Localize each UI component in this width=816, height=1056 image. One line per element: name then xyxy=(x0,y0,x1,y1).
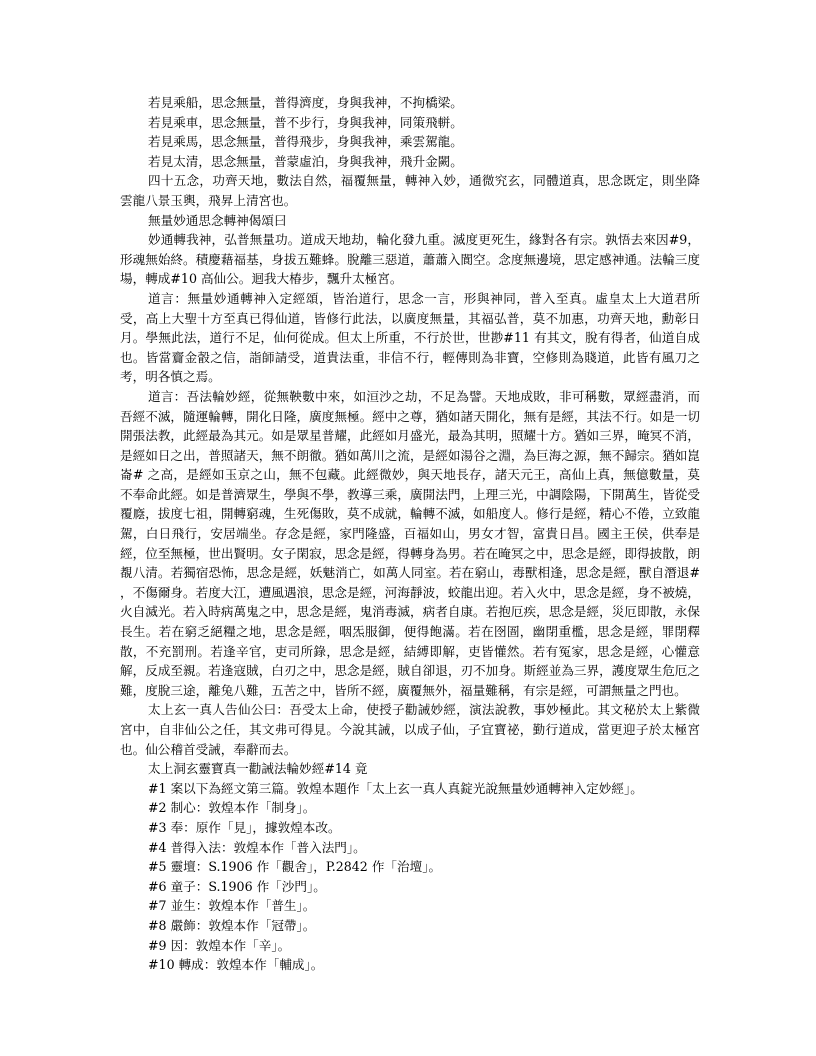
body-paragraph: 道言：無量妙通轉神入定經頌，皆治道行，思念一言，形與神同，普入至真。虛皇太上大道君所受，高上大聖十方至真已得仙道，皆修行此法，以廣度無量，其福弘普，莫不加惠，功齊天地，勳彰日月。學無此法，道行不足，仙何從成。但太上所重，不行於世，世尠#11 有其文，脫有得者，仙道自成也。皆當齎金瞉之信，詣師請受，道貴法重，非信不行，輕傳則為非寶，空修則為賤道，此皆有風刀之考，明各慎之焉。 xyxy=(120,290,700,385)
footnote: #10 轉成：敦煌本作「輔成」。 xyxy=(148,957,324,973)
verse-line: 若見乘船，思念無量，普得濟度，身與我神，不拘橋梁。 xyxy=(148,95,463,110)
verse-line: 若見乘車，思念無量，普不步行，身與我神，同策飛軿。 xyxy=(148,114,463,130)
verse-line: 若見乘馬，思念無量，普得飛步，身與我神，乘雲駕龍。 xyxy=(148,134,463,150)
footnote: #2 制心：敦煌本作「制身」。 xyxy=(148,800,316,816)
footnote: #3 奉：原作「見」，據敦煌本改。 xyxy=(148,819,341,835)
document-page xyxy=(120,93,700,975)
verse-line: 若見太清，思念無量，普蒙虛泊，身與我神，飛升金闕。 xyxy=(148,153,463,169)
footnote: #7 並生：敦煌本作「普生」。 xyxy=(148,898,316,914)
footnote: #5 靈壇：S.1906 作「觀舍」，P.2842 作「治壇」。 xyxy=(148,859,442,875)
footnote: #9 因：敦煌本作「辛」。 xyxy=(148,937,291,953)
scripture-title-end: 太上洞玄靈寶真一勸誡法輪妙經#14 竟 xyxy=(148,761,368,777)
footnote: #8 嚴飾：敦煌本作「冠帶」。 xyxy=(148,917,316,933)
footnote: #4 普得入法：敦煌本作「普入法門」。 xyxy=(148,839,366,855)
body-paragraph: 太上玄一真人告仙公曰：吾受太上命，使授子勸誡妙經，演法說教，事妙極此。其文秘於太上紫微宮中，自非仙公之任，其文弗可得見。今說其誡，以成子仙，子宜寶祕，勤行道成，當更迎子於太極宮也。仙公稽首受誡，奉辭而去。 xyxy=(120,702,700,757)
body-paragraph: 妙通轉我神，弘普無量功。道成天地劫，輪化發九重。滅度更死生，緣對各有宗。孰悟去來因#9，形魂無始終。積慶藉福基，身拔五難蜂。脫離三惡道，蕭蕭入閬空。念度無邊境，思定感神通。法輪三度場，轉成#10 高仙公。迴我大椿步，飄升太極宮。 xyxy=(120,232,700,287)
footnote: #6 童子：S.1906 作「沙門」。 xyxy=(148,878,326,894)
body-paragraph: 道言：吾法輪妙經，從無鞅數中來，如洹沙之劫，不足為譬。天地成敗，非可稱數，眾經盡消，而吾經不滅，隨運輪轉，開化日隆，廣度無極。經中之尊，猶如諸天開化，無有是經，其法不行。如是一切開張法教，此經最為其元。如是眾星普耀，此經如月盛光，最為其明，照耀十方。猶如三界，晻冥不消，是經如日之出，普照諸天，無不朗徹。猶如萬川之流，是經如湯谷之淵，為巨海之源，無不歸宗。猶如崑崙# 之高，是經如玉京之山，無不包藏。此經微妙，與天地長存，諸天元王，高仙上真，無億數量，莫不奉命此經。如是普濟眾生，學與不學，教導三乘，廣開法門，上理三光，中調陰陽，下開萬生，皆從受覆廕，拔度七祖，開轉窮魂，生死傷敗，莫不成就，輪轉不滅，如船度人。修行是經，精心不倦，立致龍駕，白日飛行，安居端坐。存念是經，家門隆盛，百福如山，男女才智，富貴日昌。國主王侯，供奉是經，位至無極，世出賢明。女子閑寂，思念是經，得轉身為男。若在晻冥之中，思念是經，即得披散，朗覩八清。若獨宿恐怖，思念是經，妖魅消亡，如萬人同室。若在窮山，毒獸相逢，思念是經，獸自潛退# ，不傷爾身。若度大江，遭風遇浪，思念是經，河海靜波，蛟龍出迎。若入火中，思念是經，身不被燒，火自滅光。若入時病萬鬼之中，思念是經，鬼消毒滅，病者自康。若抱厄疾，思念是經，災厄即散，永保長生。若在窮乏絕糧之地，思念是經，咽炁服御，便得飽滿。若在囹圄，幽閉重檻，思念是經，罪閉釋散，不充罰刑。若逢辛官，吏司所錄，思念是經，結縛即解，吏皆懽然。若有冤家，思念是經，心懽意解，反成至親。若逢寇賊，白刃之中，思念是經，賊自卻退，刃不加身。斯經並為三界，護度眾生危厄之難，度脫三途，離兔八難，五苦之中，皆所不經，廣覆無外，福量難稱，有宗是經，可謂無量之門也。 xyxy=(120,388,700,698)
body-paragraph: 四十五念，功齊天地，數法自然，福覆無量，轉神入妙，通微究玄，同體道真，思念既定，則坐降雲龍八景玉輿，飛昇上清宮也。 xyxy=(120,173,700,208)
section-heading: 無量妙通思念轉神偈頌曰 xyxy=(148,212,287,228)
footnote: #1 案以下為經文第三篇。敦煌本題作「太上玄一真人真錠光說無量妙通轉神入定妙經」。 xyxy=(148,780,643,796)
